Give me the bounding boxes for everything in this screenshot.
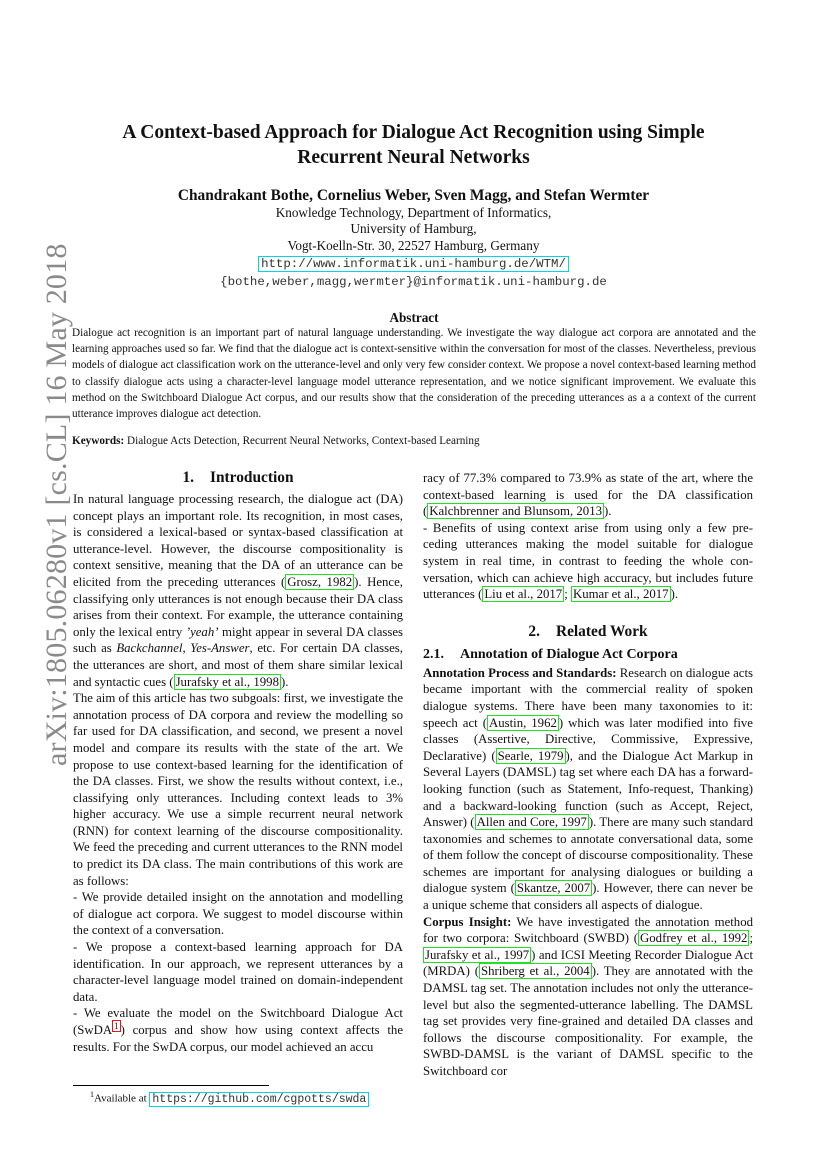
paragraph-label: Corpus Insight: <box>423 914 512 929</box>
abstract-heading: Abstract <box>389 310 439 325</box>
affiliation-line: University of Hamburg, <box>350 221 477 237</box>
citation-link[interactable]: Shriberg et al., 2004 <box>480 964 590 979</box>
title-line-1: A Context-based Approach for Dialogue Act Recognition using Simple <box>122 122 705 143</box>
text-run: ), and the Dialogue Act Markup in Several Layers (DAMSL) tag set where each DA has a forward-looking function (such as Statement, Info-request, Thanking) and a backward-looking function (such as Accept, Reject, Answer) ( <box>423 748 753 830</box>
arxiv-side-stamp-container <box>20 243 73 766</box>
footnote-divider <box>73 1085 269 1086</box>
text-run: ; <box>749 931 753 946</box>
section-heading-related-work <box>423 621 753 643</box>
text-run: Yes-Answer <box>190 641 250 656</box>
text-run: Backchannel <box>116 641 183 656</box>
group-url-link[interactable]: http://www.informatik.uni-hamburg.de/WTM/ <box>258 256 569 272</box>
section-number: 1. <box>182 469 194 486</box>
footnote-mark: 1 <box>90 1090 94 1099</box>
text-run: , <box>182 641 191 656</box>
text-run: In natural language processing research, the dialogue act (DA) concept plays an important role. Its recognition, in most cases, is considered a lexical-based or syntax-based classification at utterance-level. However, the discourse compositionality is context sensitive, meaning that the DA of an utterance can be elicited from the preceding utterances ( <box>73 492 403 589</box>
text-run: ) which was later modified into five classes (Assertive, Directive, Commissive, Expressive, Declarative) ( <box>423 715 753 763</box>
arxiv-side-stamp: arXiv:1805.06280v1 [cs.CL] 16 May 2018 <box>40 243 73 766</box>
contribution-bullet-4 <box>423 520 753 603</box>
citation-link[interactable]: Grosz, 1982 <box>287 574 353 589</box>
citation-link[interactable]: Kalchbrenner and Blunsom, 2013 <box>429 504 602 519</box>
keywords-label: Keywords: <box>72 435 125 447</box>
title-line-2: Recurrent Neural Networks <box>297 147 530 168</box>
footnote <box>90 1088 369 1107</box>
citation-link[interactable]: Kumar et al., 2017 <box>572 587 669 602</box>
affiliation-line: Knowledge Technology, Department of Informatics, <box>275 205 552 220</box>
affiliation-line: Vogt-Koelln-Str. 30, 22527 Hamburg, Germany <box>287 237 540 253</box>
text-run: - We evaluate the model on the Switchboard Dialogue Act (SwDA <box>73 1006 403 1037</box>
text-run: Research on dialogue acts became important with the commercial reality of spoken dialogue systems. There have been many taxonomies to it: speech act ( <box>423 665 754 730</box>
section-title: Introduction <box>210 469 294 486</box>
intro-paragraph-2: The aim of this article has two subgoals: first, we investigate the annotation process of DA corpora and review the modelling so far used for DA classification, and second, we present a novel model and compare its results with the state of the art. We propose to use context-based learning for the identification of the DA classes. First, we show the results without context, i.e., classifying only utterances. Including context leads to 3% higher accuracy. We use a simple recurrent neural network (RNN) for context learning of the discourse compositionality. We feed the preceding and current utterances to the RNN model to predict its DA class. The main contributions of this work are as follows: <box>73 691 403 888</box>
text-run: ) corpus and show how using context affects the results. For the SwDA corpus, our model achieved an accu <box>73 1023 403 1054</box>
text-run: We have investigated the annotation method for two corpora: Switchboard (SWBD) ( <box>423 914 753 946</box>
citation-link[interactable]: Jurafsky et al., 1998 <box>175 674 279 689</box>
intro-paragraph-1 <box>73 491 403 690</box>
text-run: ; <box>564 587 571 602</box>
footnote-reference-link[interactable]: 1 <box>114 1020 119 1031</box>
paragraph-label: Annotation Process and Standards: <box>423 665 617 680</box>
text-run: ). <box>670 587 679 602</box>
citation-link[interactable]: Allen and Core, 1997 <box>476 815 587 830</box>
text-run: racy of 77.3% compared to 73.9% as state of the art, where the context-based learning is used for the DA classification ( <box>423 471 753 519</box>
text-run: ’yeah’ <box>185 624 219 639</box>
affiliation-block <box>90 205 737 290</box>
left-column <box>73 467 403 1055</box>
keywords-line <box>72 433 756 449</box>
contribution-bullet-3-continued <box>423 470 753 520</box>
text-run: ) and ICSI Meeting Recorder Dialogue Act (MRDA) ( <box>423 947 753 979</box>
text-run: might appear in several DA classes such as <box>73 624 403 656</box>
citation-link[interactable]: Liu et al., 2017 <box>484 587 563 602</box>
subsection-heading-annotation <box>423 645 753 665</box>
text-run: ). However, there can never be a unique scheme that considers all aspects of dialogue. <box>423 881 753 913</box>
abstract-text: Dialogue act recognition is an important part of natural language understanding. We investigate the way dialogue act corpora are annotated and the learning approaches used so far. We find that the dialogue act is context-sensitive within the conversation for most of the classes. Nevertheless, previous models of dialogue act classification work on the utterance-level and only very few consider context. We propose a novel context-based learning method to classify dialogue acts using a character-level language model utterance representation, and we notice significant improvement. We evaluate this method on the Switchboard Dialogue Act corpus, and our results show that the consideration of the preceding utterances as a a context of the current utterance improves dialogue act detection. <box>72 327 756 421</box>
text-run: ). <box>280 674 289 689</box>
text-run: , etc. For certain DA classes, the utterances are short, and most of them share similar lexical and syntactic cues ( <box>73 641 403 689</box>
footnote-text: Available at <box>94 1092 150 1105</box>
author-list: Chandrakant Bothe, Cornelius Weber, Sven Magg, and Stefan Wermter <box>177 187 650 204</box>
text-run: ). They are annotated with the DAMSL tag set. The annotation includes not only the utterance-level but also the segmented-utterance labelling. The DAMSL tag set provides very fine-grained and detailed DA classes and follows the discourse compositionality. For example, the SWBD-DAMSL is the variant of DAMSL specific to the Switchboard cor <box>423 964 753 1078</box>
contribution-bullet-1: - We provide detailed insight on the annotation and modelling of dialogue act corpora. We suggest to model discourse within the context of a conversation. <box>73 890 403 938</box>
contribution-bullet-2: - We propose a context-based learning approach for DA identification. In our approach, we represent utterances by a character-level language model trained on domain-independent data. <box>73 940 403 1004</box>
citation-link[interactable]: Skantze, 2007 <box>516 881 591 896</box>
citation-link[interactable]: Jurafsky et al., 1997 <box>425 947 530 962</box>
related-paragraph-annotation-process <box>423 665 753 914</box>
text-run: ). <box>604 504 612 519</box>
subsection-number: 2.1. <box>423 646 444 662</box>
subsection-title: Annotation of Dialogue Act Corpora <box>460 646 678 662</box>
right-column <box>423 470 753 1080</box>
citation-link[interactable]: Austin, 1962 <box>488 715 557 730</box>
keywords-text: Dialogue Acts Detection, Recurrent Neural Networks, Context-based Learning <box>124 435 480 447</box>
citation-link[interactable]: Searle, 1979 <box>497 748 564 763</box>
related-paragraph-corpus-insight <box>423 914 753 1080</box>
section-number: 2. <box>528 622 540 640</box>
section-title: Related Work <box>555 622 648 640</box>
text-run: ). Hence, classifying only utterances is not enough because their DA class arises from their context. For example, the utterance containing only the lexical entry <box>73 574 403 639</box>
contribution-bullet-3 <box>73 1005 403 1055</box>
paper-title <box>90 120 737 170</box>
text-run: ). There are many such standard taxonomies and schemes to annotate conversational data, some of them follow the concept of discourse compositionality. These schemes are important for analysing dialogues or building a dialogue system ( <box>423 815 753 896</box>
citation-link[interactable]: Godfrey et al., 1992 <box>640 931 748 946</box>
author-emails: {bothe,weber,magg,wermter}@informatik.uni-hamburg.de <box>220 274 607 289</box>
text-run: - Benefits of using context arise from using only a few preceding utterances making the model suitable for dialogue system in real time, in contrast to feeding the whole conversation, which can achieve high accuracy, but includes future utterances ( <box>423 520 753 602</box>
footnote-url-link[interactable]: https://github.com/cgpotts/swda <box>149 1092 369 1107</box>
section-heading-introduction <box>73 467 403 489</box>
